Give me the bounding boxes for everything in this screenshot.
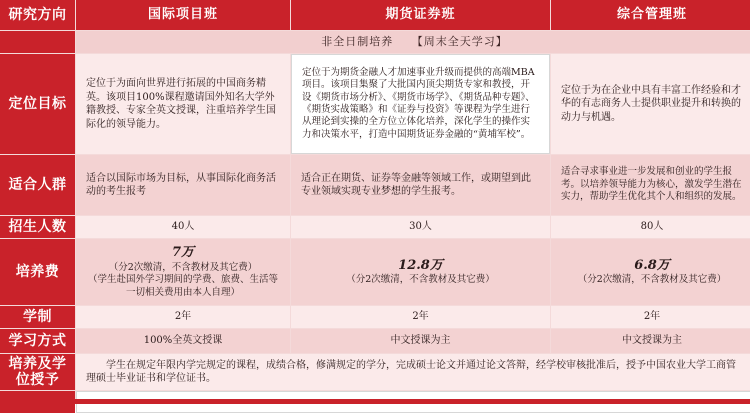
fee-futures: [291, 239, 550, 305]
audience-management: [551, 155, 750, 215]
header-row-label: 研究方向: [0, 0, 75, 30]
row-label-degree-line1: 培养及学: [8, 355, 67, 372]
degree-description-text: 学生在规定年限内学完规定的课程，成绩合格，修满规定的学分，完成硕士论文并通过论文答辩，经学校审核批准后，授予中国农业大学工商管理硕士毕业证书和学位证书。: [86, 359, 736, 384]
positioning-futures-text: 定位于为期货金融人才加速事业升级而提供的高端MBA项目。该项目集聚了大批国内顶尖期货专家和教授，开设《期货市场分析》、《期货市场学》、《期货品种专题》、《期货实战策略》和《证券与投资》等课程为学生进行从理论到实操的全方位立体化培养，深化学生的操作实力和决策水平，打造中国期货证券金融的“黄埔军校”。: [302, 66, 535, 140]
fee-futures-note: （分2次缴清，不含教材及其它费）: [346, 274, 495, 286]
positioning-futures: [291, 54, 550, 154]
enrollment-management: 80人: [551, 216, 750, 238]
enrollment-futures: 30人: [291, 216, 550, 238]
fee-management: [551, 239, 750, 305]
method-management: 中文授课为主: [551, 329, 750, 353]
fee-futures-amount: 12.8万: [398, 257, 443, 273]
fee-international-note: （分2次缴清，不含教材及其它费）: [108, 261, 258, 273]
audience-international-text: 适合以国际市场为目标，从事国际化商务活动的考生报考: [86, 172, 276, 197]
audience-management-text: 适合寻求事业进一步发展和创业的学生报考。以培养领导能力为核心，激发学生潜在实力，帮助学生优化其个人和组织的发展。: [561, 165, 742, 203]
column-header-management: 综合管理班: [551, 0, 750, 30]
audience-international: [76, 155, 290, 215]
duration-futures: 2年: [291, 306, 550, 328]
row-label-positioning: 定位目标: [0, 54, 75, 154]
method-futures: 中文授课为主: [291, 329, 550, 353]
positioning-management: [551, 54, 750, 154]
fee-international-extra-note: （学生赴国外学习期间的学费、旅费、生活等一切相关费用由本人自理）: [87, 274, 278, 299]
row-label-degree: [0, 354, 75, 390]
fee-management-amount: 6.8万: [634, 257, 670, 273]
row-label-fee: 培养费: [0, 239, 75, 305]
fee-international: [76, 239, 290, 305]
row-label-audience: 适合人群: [0, 155, 75, 215]
column-header-futures: 期货证券班: [291, 0, 550, 30]
degree-description: [76, 354, 750, 390]
audience-futures: [291, 155, 550, 215]
row-label-degree-line2: 位授予: [15, 372, 60, 388]
banner-row-label-empty: [0, 31, 75, 53]
study-mode-banner: 非全日制培养 【周末全天学习】: [76, 31, 750, 53]
audience-futures-text: 适合正在期货、证券等金融等领域工作，或期望到此专业领域实现专业梦想的学生报考。: [301, 172, 531, 197]
column-header-international: 国际项目班: [76, 0, 290, 30]
bottom-accent-bar: [0, 399, 750, 404]
row-label-method: 学习方式: [0, 329, 75, 353]
positioning-management-text: 定位于为在企业中具有丰富工作经验和才华的有志商务人士提供职业提升和转换的动力与机遇。: [561, 84, 741, 123]
row-label-duration: 学制: [0, 306, 75, 328]
positioning-international: [76, 54, 290, 154]
method-international: 100%全英文授课: [76, 329, 290, 353]
fee-management-note: （分2次缴清，不含教材及其它费）: [577, 274, 727, 286]
duration-international: 2年: [76, 306, 290, 328]
fee-international-amount: 7万: [171, 245, 195, 260]
positioning-international-text: 定位于为面向世界进行拓展的中国商务精英。该项目100%课程邀请国外知名大学外籍教授、专家全英文授课，注重培养学生国际化的领导能力。: [86, 78, 276, 130]
duration-management: 2年: [551, 306, 750, 328]
enrollment-international: 40人: [76, 216, 290, 238]
row-label-enrollment: 招生人数: [0, 216, 75, 238]
